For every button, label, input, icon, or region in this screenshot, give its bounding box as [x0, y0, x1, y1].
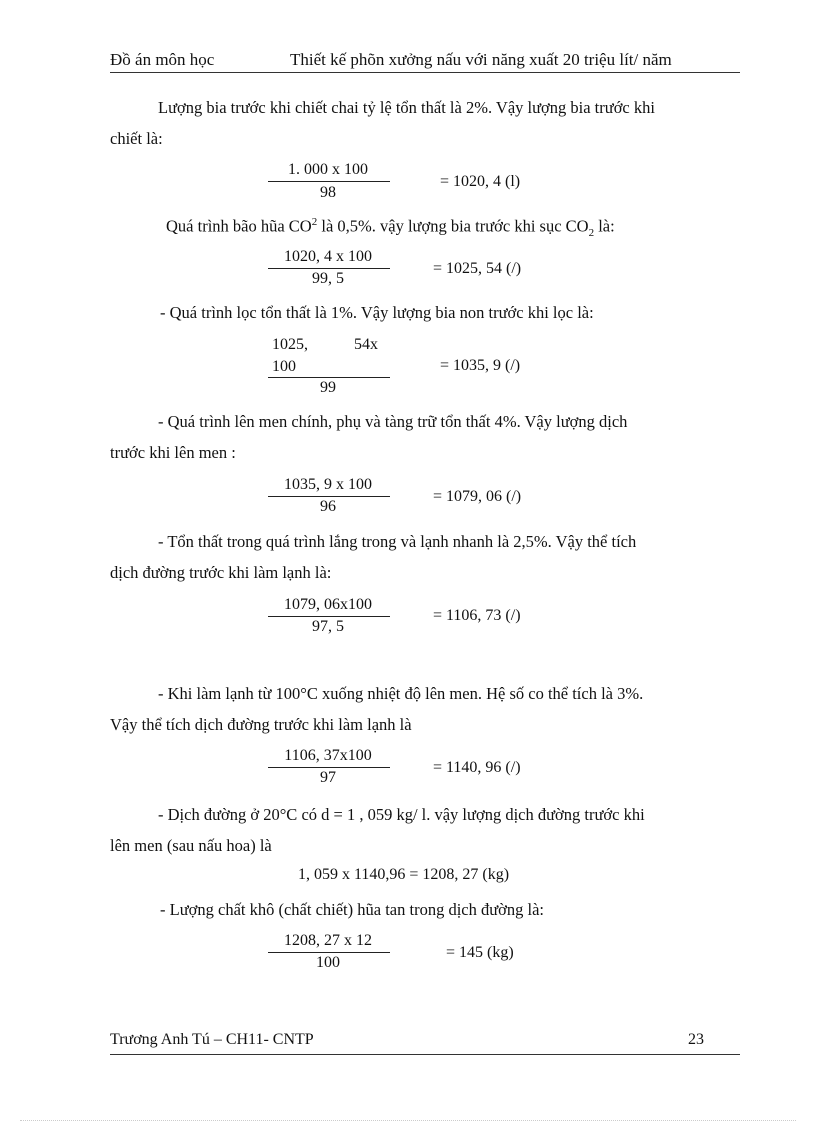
- formula-3-numerator-part: 1025,: [272, 336, 308, 353]
- paragraph-3: - Quá trình lọc tổn thất là 1%. Vậy lượng bia non trước khi lọc là:: [160, 303, 594, 322]
- formula-4-result: = 1079, 06 (/): [433, 488, 522, 505]
- paragraph-6: - Khi làm lạnh từ 100°C xuống nhiệt độ lên men. Hệ số co thể tích là 3%. Vậy thể tích dịch đường trước khi làm lạnh là: [110, 684, 644, 734]
- fraction-bar: [268, 181, 390, 182]
- formula-3-numerator-part: 54x: [354, 336, 378, 353]
- fraction-bar: [268, 377, 390, 378]
- formula-2-numerator: 1020, 4 x 100: [284, 248, 372, 265]
- formula-8-numerator: 1208, 27 x 12: [284, 932, 372, 949]
- formula-8-denominator: 100: [316, 954, 340, 971]
- fraction-bar: [268, 767, 390, 768]
- equation-7: 1, 059 x 1140,96 = 1208, 27 (kg): [298, 866, 510, 883]
- formula-4-numerator: 1035, 9 x 100: [284, 476, 372, 493]
- formula-5-result: = 1106, 73 (/): [433, 607, 521, 624]
- formula-3-numerator-part: 100: [272, 358, 296, 375]
- formula-6-result: = 1140, 96 (/): [433, 759, 521, 776]
- paragraph-8: - Lượng chất khô (chất chiết) hũa tan trong dịch đường là:: [160, 900, 545, 919]
- formula-1-denominator: 98: [320, 184, 336, 201]
- formula-1-numerator: 1. 000 x 100: [288, 161, 368, 178]
- formula-8-result: = 145 (kg): [446, 944, 514, 961]
- page-edge-dots: [20, 1120, 796, 1121]
- fraction-bar: [268, 496, 390, 497]
- paragraph-1: Lượng bia trước khi chiết chai tỷ lệ tổn thất là 2%. Vậy lượng bia trước khi chiết là:: [110, 98, 655, 148]
- header-rule: [110, 72, 740, 73]
- header-left: Đồ án môn học: [110, 50, 215, 69]
- paragraph-2: Quá trình bão hũa $CO^2$ là 0,5%. vậy lượng bia trước khi sục $CO_2$ là:: [166, 216, 615, 239]
- paragraph-7: - Dịch đường ở 20°C có d = 1 , 059 kg/ l. vậy lượng dịch đường trước khi lên men (sau nấu hoa) là: [110, 805, 645, 855]
- formula-6-denominator: 97: [320, 769, 336, 786]
- formula-3-denominator: 99: [320, 379, 336, 396]
- footer-rule: [110, 1054, 740, 1055]
- formula-6-numerator: 1106, 37x100: [284, 747, 372, 764]
- header-title: Thiết kế phõn xưởng nấu với năng xuất 20 triệu lít/ năm: [290, 50, 672, 69]
- paragraph-4: - Quá trình lên men chính, phụ và tàng trữ tổn thất 4%. Vậy lượng dịch trước khi lên men :: [110, 412, 628, 462]
- formula-4-denominator: 96: [320, 498, 336, 515]
- footer-author: Trương Anh Tú – CH11- CNTP: [110, 1031, 314, 1048]
- formula-2-result: = 1025, 54 (/): [433, 260, 522, 277]
- formula-2-denominator: 99, 5: [312, 270, 344, 287]
- formula-5-numerator: 1079, 06x100: [284, 596, 372, 613]
- formula-5-denominator: 97, 5: [312, 618, 344, 635]
- formula-1-result: = 1020, 4 (l): [440, 173, 521, 190]
- page-number: 23: [688, 1031, 704, 1048]
- formula-3-result: = 1035, 9 (/): [440, 357, 521, 374]
- paragraph-5: - Tổn thất trong quá trình lắng trong và lạnh nhanh là 2,5%. Vậy thể tích dịch đường trước khi làm lạnh là:: [110, 532, 637, 582]
- fraction-bar: [268, 616, 390, 617]
- fraction-bar: [268, 268, 390, 269]
- fraction-bar: [268, 952, 390, 953]
